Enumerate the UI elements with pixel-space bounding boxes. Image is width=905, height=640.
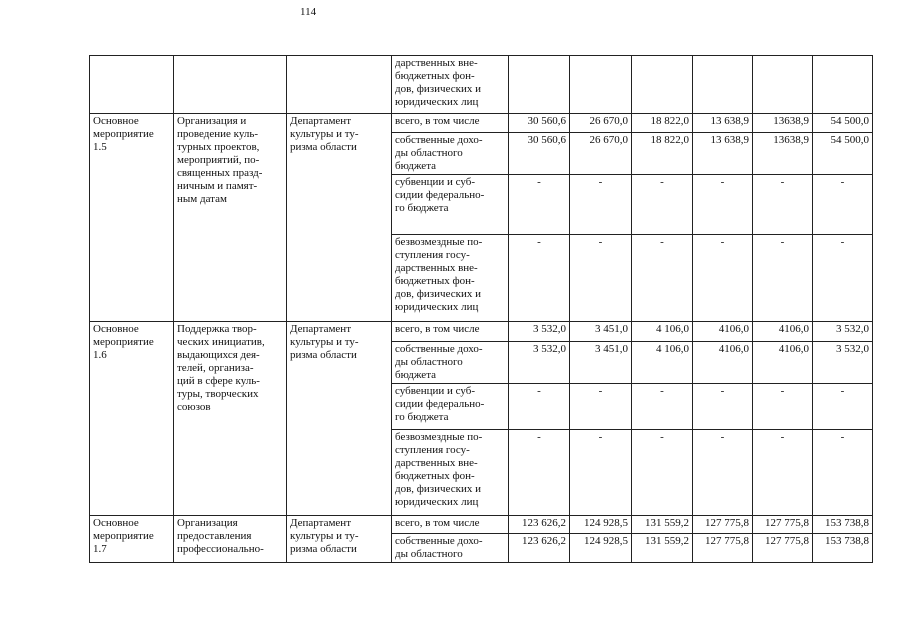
cell [693, 56, 753, 114]
cell-value: - [632, 175, 693, 235]
cell-measure-name: Поддержка твор- ческих инициатив, выдающихся дея- телей, организа- ций в сфере куль- туры, творческих союзов [174, 322, 287, 516]
cell-value: 3 532,0 [813, 342, 873, 384]
cell-value: - [509, 175, 570, 235]
cell-value: 124 928,5 [570, 516, 632, 534]
cell-source: дарственных вне- бюджетных фон- дов, физических и юридических лиц [392, 56, 509, 114]
cell-value: 13638,9 [753, 114, 813, 133]
cell [287, 56, 392, 114]
cell-value: 26 670,0 [570, 114, 632, 133]
cell-value: 127 775,8 [693, 534, 753, 563]
cell-value: 54 500,0 [813, 133, 873, 175]
budget-table [89, 55, 873, 563]
cell-value: 30 560,6 [509, 133, 570, 175]
cell-executor: Департамент культуры и ту- ризма области [287, 322, 392, 516]
page-number: 114 [300, 6, 317, 18]
cell-value: 18 822,0 [632, 133, 693, 175]
cell-value: - [753, 384, 813, 430]
budget-table-body [90, 56, 873, 563]
cell-value: 127 775,8 [753, 516, 813, 534]
cell-executor: Департамент культуры и ту- ризма области [287, 114, 392, 322]
cell-value: - [509, 384, 570, 430]
cell [813, 56, 873, 114]
cell [570, 56, 632, 114]
cell-source: собственные дохо- ды областного бюджета [392, 342, 509, 384]
cell-measure-code: Основное мероприятие 1.5 [90, 114, 174, 322]
cell-value: 4106,0 [693, 322, 753, 342]
cell-value: 13 638,9 [693, 114, 753, 133]
cell-value: 4106,0 [693, 342, 753, 384]
cell [509, 56, 570, 114]
cell-value: - [509, 235, 570, 322]
cell-value: - [570, 175, 632, 235]
cell-value: 123 626,2 [509, 534, 570, 563]
cell-value: 131 559,2 [632, 534, 693, 563]
cell [753, 56, 813, 114]
cell-value: 30 560,6 [509, 114, 570, 133]
cell-value: 127 775,8 [693, 516, 753, 534]
cell-value: 3 451,0 [570, 322, 632, 342]
cell-value: 54 500,0 [813, 114, 873, 133]
cell [174, 56, 287, 114]
cell-value: 4106,0 [753, 322, 813, 342]
cell-value: - [632, 235, 693, 322]
cell-value: - [632, 384, 693, 430]
cell-executor: Департамент культуры и ту- ризма области [287, 516, 392, 563]
cell [632, 56, 693, 114]
cell-value: - [509, 430, 570, 516]
cell-value: 13638,9 [753, 133, 813, 175]
table-row [90, 114, 873, 133]
cell-value: 13 638,9 [693, 133, 753, 175]
cell-measure-name: Организация предоставления профессионально- [174, 516, 287, 563]
cell-value: 26 670,0 [570, 133, 632, 175]
cell-value: - [753, 430, 813, 516]
cell-measure-code: Основное мероприятие 1.6 [90, 322, 174, 516]
cell-value: - [693, 430, 753, 516]
cell-value: 18 822,0 [632, 114, 693, 133]
table-row [90, 322, 873, 342]
cell-value: 4 106,0 [632, 342, 693, 384]
cell-value: - [693, 384, 753, 430]
cell-value: 3 532,0 [509, 322, 570, 342]
cell-value: - [813, 175, 873, 235]
table-row [90, 56, 873, 114]
cell-value: - [813, 384, 873, 430]
cell-value: - [753, 235, 813, 322]
cell-source: собственные дохо- ды областного бюджета [392, 133, 509, 175]
cell-measure-code: Основное мероприятие 1.7 [90, 516, 174, 563]
cell-source: безвозмездные по- ступления госу- дарственных вне- бюджетных фон- дов, физических и юридических лиц [392, 430, 509, 516]
cell-source: субвенции и суб- сидии федерально- го бюджета [392, 384, 509, 430]
cell-value: - [693, 235, 753, 322]
cell-source: всего, в том числе [392, 114, 509, 133]
cell-value: 153 738,8 [813, 516, 873, 534]
cell-source: всего, в том числе [392, 322, 509, 342]
cell-value: 124 928,5 [570, 534, 632, 563]
cell-measure-name: Организация и проведение куль- турных проектов, мероприятий, по- священных празд- ничным и памят- ным датам [174, 114, 287, 322]
cell-value: - [632, 430, 693, 516]
cell-source: безвозмездные по- ступления госу- дарственных вне- бюджетных фон- дов, физических и юридических лиц [392, 235, 509, 322]
cell-value: 4 106,0 [632, 322, 693, 342]
cell-value: - [570, 384, 632, 430]
cell-value: - [570, 235, 632, 322]
cell-source: собственные дохо- ды областного [392, 534, 509, 563]
table-row [90, 516, 873, 534]
cell-value: 4106,0 [753, 342, 813, 384]
cell-value: - [813, 235, 873, 322]
cell-value: 3 532,0 [813, 322, 873, 342]
cell-source: всего, в том числе [392, 516, 509, 534]
cell-value: - [693, 175, 753, 235]
cell [90, 56, 174, 114]
cell-value: - [813, 430, 873, 516]
cell-value: 3 532,0 [509, 342, 570, 384]
cell-value: - [570, 430, 632, 516]
cell-value: 3 451,0 [570, 342, 632, 384]
cell-value: 123 626,2 [509, 516, 570, 534]
cell-value: 131 559,2 [632, 516, 693, 534]
cell-value: 127 775,8 [753, 534, 813, 563]
cell-value: - [753, 175, 813, 235]
cell-value: 153 738,8 [813, 534, 873, 563]
cell-source: субвенции и суб- сидии федерально- го бюджета [392, 175, 509, 235]
